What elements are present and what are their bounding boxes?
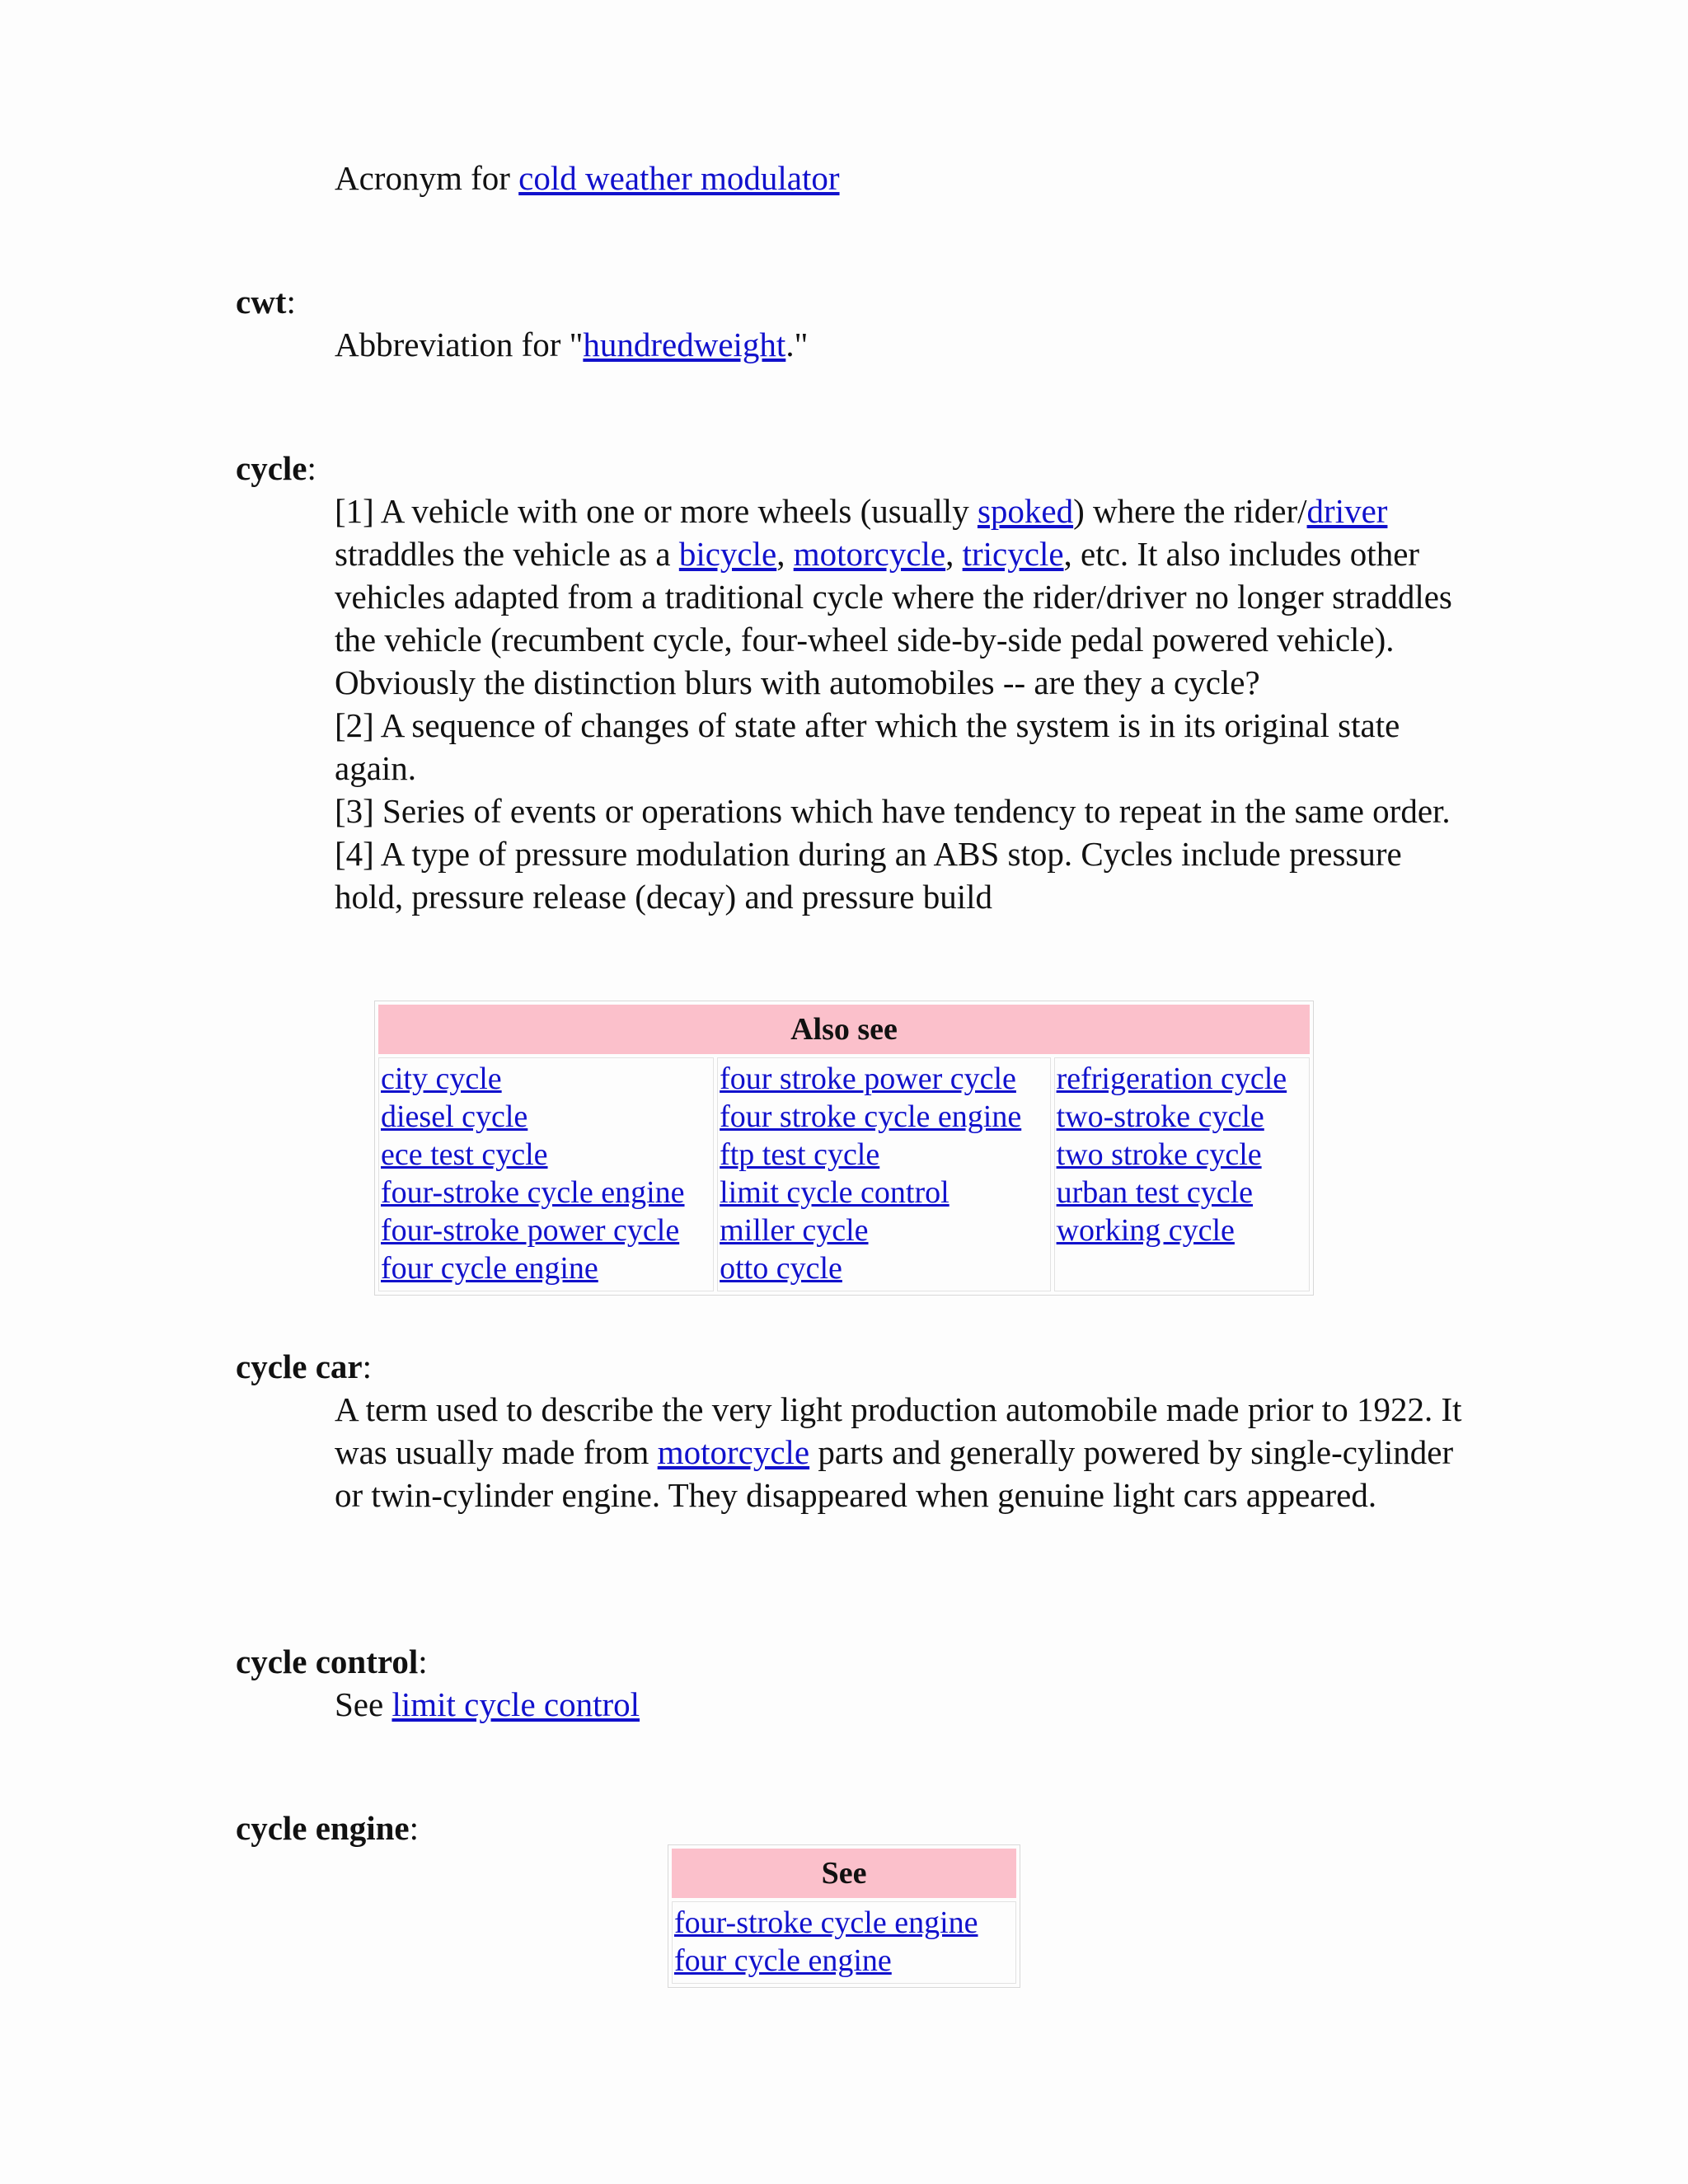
term-cycle — [236, 447, 316, 490]
also-see-link[interactable]: ece test cycle — [381, 1137, 548, 1172]
term-cycle-engine-label: cycle engine — [236, 1809, 410, 1847]
see-column — [672, 1901, 1016, 1984]
term-cycle-engine — [236, 1807, 419, 1849]
definition-cycle — [335, 490, 1464, 918]
also-see-link[interactable]: four stroke cycle engine — [720, 1099, 1022, 1134]
term-colon: : — [286, 283, 296, 321]
intro-prefix: Acronym for — [335, 159, 519, 197]
link-spoked[interactable]: spoked — [977, 492, 1074, 530]
def-text: ) where the rider/ — [1073, 492, 1307, 530]
also-see-link[interactable]: two-stroke cycle — [1056, 1099, 1264, 1134]
cycle-def-4: [4] A type of pressure modulation during an ABS stop. Cycles include pressure hold, pressure release (decay) and pressure build — [335, 835, 1402, 916]
also-see-link[interactable]: four-stroke cycle engine — [381, 1175, 685, 1210]
also-see-link[interactable]: two stroke cycle — [1056, 1137, 1262, 1172]
also-see-link[interactable]: miller cycle — [720, 1213, 869, 1248]
link-driver[interactable]: driver — [1306, 492, 1388, 530]
link-hundredweight[interactable]: hundredweight — [583, 326, 786, 363]
also-see-link[interactable]: refrigeration cycle — [1056, 1062, 1287, 1096]
also-see-link[interactable]: limit cycle control — [720, 1175, 950, 1210]
term-colon: : — [418, 1643, 428, 1680]
def-text: , — [945, 535, 963, 573]
also-see-column-3 — [1054, 1057, 1310, 1291]
also-see-link[interactable]: ftp test cycle — [720, 1137, 880, 1172]
term-cycle-label: cycle — [236, 449, 307, 487]
cycle-def-3: [3] Series of events or operations which have tendency to repeat in the same order. — [335, 792, 1451, 830]
link-cold-weather-modulator[interactable]: cold weather modulator — [518, 159, 840, 197]
also-see-link[interactable]: otto cycle — [720, 1251, 842, 1286]
term-colon: : — [307, 449, 316, 487]
see-link[interactable]: four cycle engine — [674, 1943, 892, 1978]
also-see-column-2 — [717, 1057, 1051, 1291]
link-tricycle[interactable]: tricycle — [962, 535, 1064, 573]
def-text: Abbreviation for " — [335, 326, 584, 363]
link-motorcycle[interactable]: motorcycle — [793, 535, 946, 573]
term-cwt-label: cwt — [236, 283, 287, 321]
term-cwt — [236, 280, 296, 323]
definition-cwt — [335, 323, 1456, 366]
also-see-link[interactable]: four stroke power cycle — [720, 1062, 1016, 1096]
definition-cycle-control — [335, 1683, 1456, 1726]
def-text: parts and generally powered by single-cylinder or twin-cylinder engine. They disappeared when genuine light cars appeared. — [335, 1433, 1454, 1514]
also-see-link[interactable]: four-stroke power cycle — [381, 1213, 680, 1248]
def-text: See — [335, 1685, 392, 1723]
def-text: , etc. It also includes other vehicles adapted from a traditional cycle where the rider/driver no longer straddles the vehicle (recumbent cycle, four-wheel side-by-side pedal powered vehicle). Obviously the distinction blurs with automobiles -- are they a cycle? — [335, 535, 1452, 701]
also-see-link[interactable]: city cycle — [381, 1062, 502, 1096]
also-see-table — [374, 1001, 1314, 1296]
term-cycle-control-label: cycle control — [236, 1643, 419, 1680]
term-cycle-car-label: cycle car — [236, 1347, 363, 1385]
def-text: , — [776, 535, 794, 573]
see-link[interactable]: four-stroke cycle engine — [674, 1905, 978, 1940]
also-see-header: Also see — [378, 1005, 1310, 1054]
see-table — [668, 1844, 1020, 1988]
term-cycle-control — [236, 1640, 428, 1683]
also-see-link[interactable]: working cycle — [1056, 1213, 1235, 1248]
cycle-def-1 — [335, 490, 1464, 704]
definition-cycle-car — [335, 1388, 1489, 1516]
see-header: See — [672, 1849, 1016, 1898]
def-text: [1] A vehicle with one or more wheels (usually — [335, 492, 978, 530]
also-see-link[interactable]: urban test cycle — [1056, 1175, 1254, 1210]
link-limit-cycle-control[interactable]: limit cycle control — [392, 1685, 640, 1723]
also-see-column-1 — [378, 1057, 714, 1291]
also-see-link[interactable]: diesel cycle — [381, 1099, 528, 1134]
term-colon: : — [409, 1809, 420, 1847]
def-text: straddles the vehicle as a — [335, 535, 679, 573]
term-cycle-car — [236, 1345, 372, 1388]
intro-definition — [335, 157, 1456, 199]
def-text: ." — [785, 326, 809, 363]
cycle-def-2: [2] A sequence of changes of state after which the system is in its original state again. — [335, 706, 1400, 787]
term-colon: : — [362, 1347, 373, 1385]
also-see-link[interactable]: four cycle engine — [381, 1251, 598, 1286]
link-bicycle[interactable]: bicycle — [678, 535, 777, 573]
link-motorcycle[interactable]: motorcycle — [657, 1433, 810, 1471]
def-text: A term used to describe the very light production automobile made prior to 1922. It was usually made from — [335, 1390, 1462, 1471]
